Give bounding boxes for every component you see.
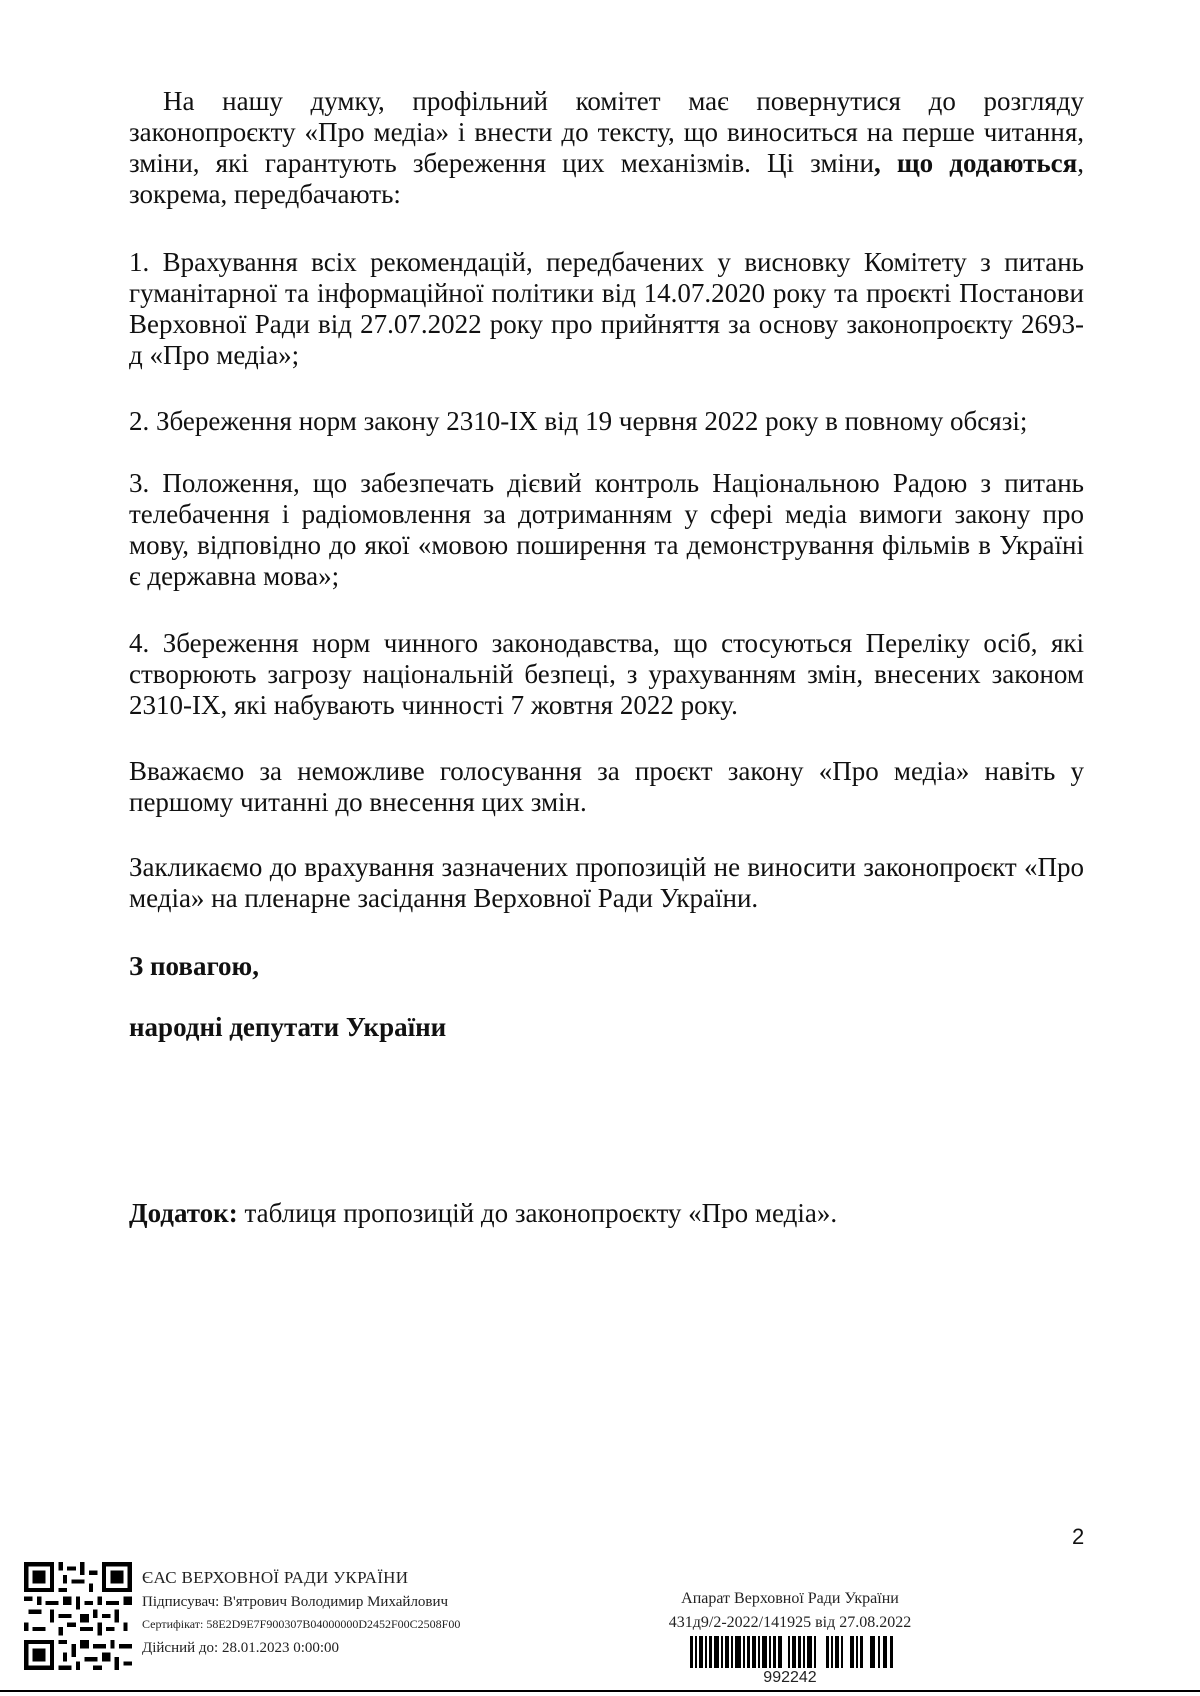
registry-number: 431д9/2-2022/141925 від 27.08.2022	[668, 1614, 912, 1631]
paragraph-appeal: Закликаємо до врахування зазначених пропозицій не виносити законопроєкт «Про медіа» на пленарне засідання Верховної Ради України.	[129, 852, 1084, 913]
list-item-3: 3. Положення, що забезпечать дієвий контроль Національною Радою з питань телебачення і радіомовлення за дотриманням у сфері медіа вимоги закону про мову, відповідно до якої «мовою поширення та демонстрування фільмів в Україні є державна мова»;	[129, 468, 1084, 591]
page-number: 2	[1072, 1524, 1085, 1549]
paragraph-proposal-text-c: , зокрема, передбачають:	[129, 148, 1084, 209]
attachment-note	[129, 1198, 837, 1229]
bottom-border-line	[0, 1690, 1200, 1692]
paragraph-proposal-text-bold: , що додаються	[873, 148, 1078, 178]
list-item-2: 2. Збереження норм закону 2310-IX від 19 червня 2022 року в повному обсязі;	[129, 406, 1028, 436]
barcode-icon	[690, 1636, 895, 1668]
signature-system-title: ЄАС ВЕРХОВНОЇ РАДИ УКРАЇНИ	[142, 1568, 409, 1587]
signature-certificate: Сертифікат: 58E2D9E7F900307B04000000D2452F00C2508F00	[142, 1617, 461, 1631]
closing-signatories: народні депутати України	[129, 1012, 447, 1042]
signature-valid-until: Дійсний до: 28.01.2023 0:00:00	[142, 1640, 340, 1656]
closing-regards: З повагою,	[129, 951, 259, 981]
paragraph-proposal-text-a: На нашу думку, профільний комітет має повернутися до розгляду законопроєкту «Про медіа» і внести до тексту, що виноситься на перше читання, зміни, які гарантують збереження цих механізмів. Ці зміни	[129, 86, 1084, 178]
registry-office: Апарат Верховної Ради України	[681, 1590, 899, 1607]
paragraph-proposal	[129, 86, 1084, 210]
barcode-number: 992242	[763, 1669, 817, 1686]
qr-code-icon	[24, 1562, 132, 1670]
list-item-4: 4. Збереження норм чинного законодавства, що стосуються Переліку осіб, які створюють загрозу національній безпеці, з урахуванням змін, внесених законом 2310-IX, які набувають чинності 7 жовтня 2022 року.	[129, 628, 1084, 720]
list-item-1: 1. Врахування всіх рекомендацій, передбачених у висновку Комітету з питань гуманітарної та інформаційної політики від 14.07.2020 року та проєкті Постанови Верховної Ради від 27.07.2022 року про прийняття за основу законопроєкту 2693-д «Про медіа»;	[129, 247, 1084, 370]
signature-signer: Підписувач: В'ятрович Володимир Михайлович	[142, 1594, 449, 1610]
attachment-text: таблиця пропозицій до законопроєкту «Про медіа».	[237, 1198, 838, 1228]
attachment-label: Додаток:	[129, 1198, 238, 1228]
paragraph-voting: Вважаємо за неможливе голосування за проєкт закону «Про медіа» навіть у першому читанні до внесення цих змін.	[129, 756, 1084, 817]
